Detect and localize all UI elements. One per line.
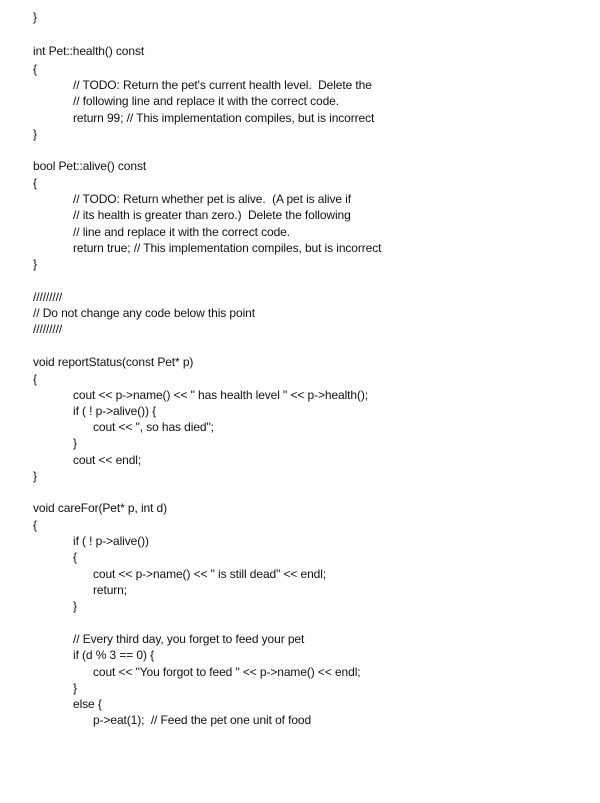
code-line: }	[33, 257, 37, 271]
code-line: {	[33, 518, 37, 532]
code-line: /////////	[33, 290, 63, 304]
code-line: void reportStatus(const Pet* p)	[33, 355, 194, 369]
code-line: return true; // This implementation compiles, but is incorrect	[73, 241, 382, 255]
code-line: {	[73, 550, 77, 564]
code-line: {	[33, 62, 37, 76]
code-line: int Pet::health() const	[33, 44, 145, 58]
code-line: cout << p->name() << " is still dead" << endl;	[93, 567, 327, 581]
code-line: void careFor(Pet* p, int d)	[33, 501, 168, 515]
code-line: // TODO: Return the pet's current health level. Delete the	[73, 78, 372, 92]
code-line: return;	[93, 583, 127, 597]
code-line: {	[33, 372, 37, 386]
code-line: if (d % 3 == 0) {	[73, 648, 155, 662]
code-line: }	[33, 127, 37, 141]
code-line: {	[33, 176, 37, 190]
code-line: }	[73, 681, 77, 695]
code-line: if ( ! p->alive()) {	[73, 404, 157, 418]
code-line: if ( ! p->alive())	[73, 534, 149, 548]
code-line: }	[33, 469, 37, 483]
code-line: }	[33, 10, 37, 24]
code-line: cout << endl;	[73, 453, 142, 467]
code-line: cout << p->name() << " has health level " << p->health();	[73, 388, 368, 402]
code-line: p->eat(1); // Feed the pet one unit of food	[93, 713, 312, 727]
code-line: return 99; // This implementation compiles, but is incorrect	[73, 111, 375, 125]
code-line: // Every third day, you forget to feed your pet	[73, 632, 305, 646]
code-line: // TODO: Return whether pet is alive. (A pet is alive if	[73, 192, 351, 206]
code-line: bool Pet::alive() const	[33, 159, 147, 173]
code-line: // following line and replace it with the correct code.	[73, 94, 339, 108]
code-line: /////////	[33, 322, 63, 336]
code-line: // line and replace it with the correct code.	[73, 225, 290, 239]
code-line: cout << ", so has died";	[93, 420, 214, 434]
code-line: // Do not change any code below this point	[33, 306, 255, 320]
code-line: else {	[73, 697, 102, 711]
code-line: }	[73, 599, 77, 613]
code-line: // its health is greater than zero.) Delete the following	[73, 208, 351, 222]
code-line: cout << "You forgot to feed " << p->name() << endl;	[93, 665, 361, 679]
code-line: }	[73, 436, 77, 450]
